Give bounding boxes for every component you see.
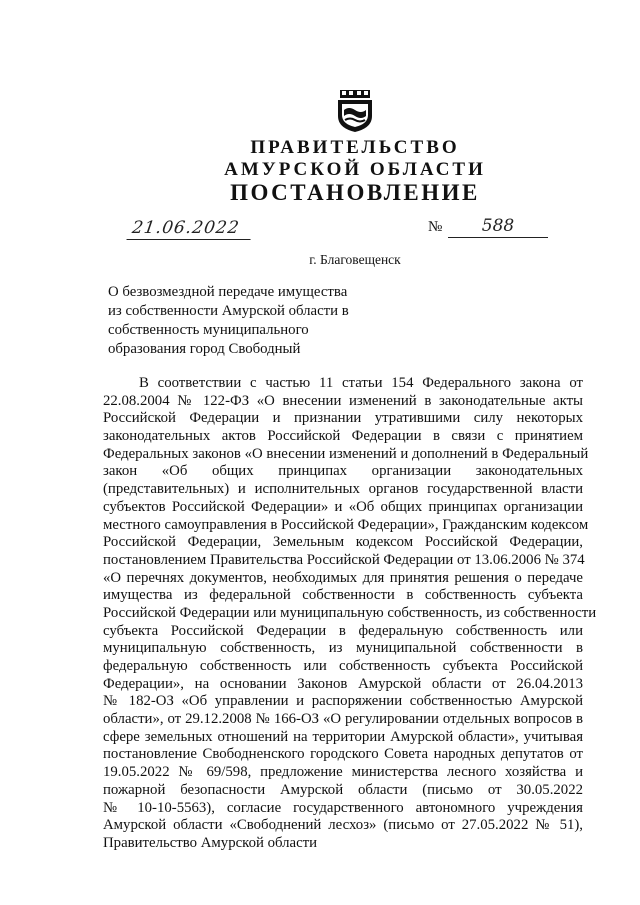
subject-line: О безвозмездной передаче имущества bbox=[108, 284, 348, 300]
subject-line: образования город Свободный bbox=[108, 341, 301, 357]
coat-of-arms-icon bbox=[334, 90, 376, 132]
body-line: (представительных) и исполнительных органов государственной власти bbox=[103, 481, 583, 498]
body-line: Правительство Амурской области bbox=[103, 834, 318, 851]
body-line: «О перечнях документов, необходимых для принятия решения о передаче bbox=[103, 569, 583, 586]
body-line: 22.08.2004 № 122-ФЗ «О внесении изменений в законодательные акты bbox=[103, 392, 583, 409]
body-line: Российской Федерации и признании утратившими силу некоторых bbox=[103, 410, 583, 427]
number-label: № bbox=[428, 219, 443, 235]
body-line: области», от 29.12.2008 № 166-ОЗ «О регулировании отдельных вопросов в bbox=[103, 711, 583, 728]
body-line: закон «Об общих принципах организации законодательных bbox=[103, 463, 583, 480]
document-subject bbox=[108, 283, 378, 359]
body-line: Российской Федерации, Земельным кодексом Российской Федерации, bbox=[103, 534, 583, 551]
body-line: федеральную собственность или собственность субъекта Российской bbox=[103, 658, 583, 674]
document-number: 588 bbox=[448, 216, 548, 238]
body-line: Амурской области «Свободнений лесхоз» (письмо от 27.05.2022 № 51), bbox=[103, 817, 583, 834]
document-body bbox=[103, 375, 597, 853]
subject-line: собственность муниципального bbox=[108, 322, 309, 338]
body-line: Российской Федерации или муниципальную собственность, из собственности bbox=[103, 604, 597, 621]
body-line: законодательных актов Российской Федерации в связи с принятием bbox=[103, 428, 583, 445]
subject-line: из собственности Амурской области в bbox=[108, 303, 349, 319]
city: г. Благовещенск bbox=[309, 252, 401, 267]
government-name-line2: АМУРСКОЙ ОБЛАСТИ bbox=[224, 159, 486, 180]
body-line: пожарной безопасности Амурской области (письмо от 30.05.2022 bbox=[103, 781, 583, 798]
body-line: № 182-ОЗ «Об управлении и распоряжении собственностью Амурской bbox=[103, 693, 583, 710]
body-line: постановлением Правительства Российской Федерации от 13.06.2006 № 374 bbox=[103, 551, 585, 568]
body-line: субъектов Российской Федерации» и «Об общих принципах организации bbox=[103, 498, 583, 515]
body-line: имущества из федеральной собственности в собственность субъекта bbox=[103, 587, 583, 604]
body-line: В соответствии с частью 11 статьи 154 Федерального закона от bbox=[139, 375, 583, 391]
body-line: Федерации», на основании Законов Амурской области от 26.04.2013 bbox=[103, 675, 583, 692]
document-date: 21.06.2022 bbox=[126, 218, 253, 240]
body-line: 19.05.2022 № 69/598, предложение министерства лесного хозяйства и bbox=[103, 764, 583, 781]
body-line: сфере земельных отношений на территории Амурской области», учитывая bbox=[103, 728, 583, 745]
government-name-line1: ПРАВИТЕЛЬСТВО bbox=[250, 137, 460, 158]
body-line: постановление Свободненского городского Совета народных депутатов от bbox=[103, 746, 583, 763]
body-line: № 10-10-5563), согласие государственного автономного учреждения bbox=[103, 799, 583, 816]
body-line: субъекта Российской Федерации в федеральную собственность или bbox=[103, 622, 583, 639]
document-type: ПОСТАНОВЛЕНИЕ bbox=[230, 180, 480, 205]
body-line: Федеральных законов «О внесении изменений и дополнений в Федеральный bbox=[103, 445, 589, 462]
body-line: местного самоуправления в Российской Федерации», Гражданским кодексом bbox=[103, 516, 589, 533]
body-line: муниципальную собственность, из муниципальной собственности в bbox=[103, 640, 583, 657]
